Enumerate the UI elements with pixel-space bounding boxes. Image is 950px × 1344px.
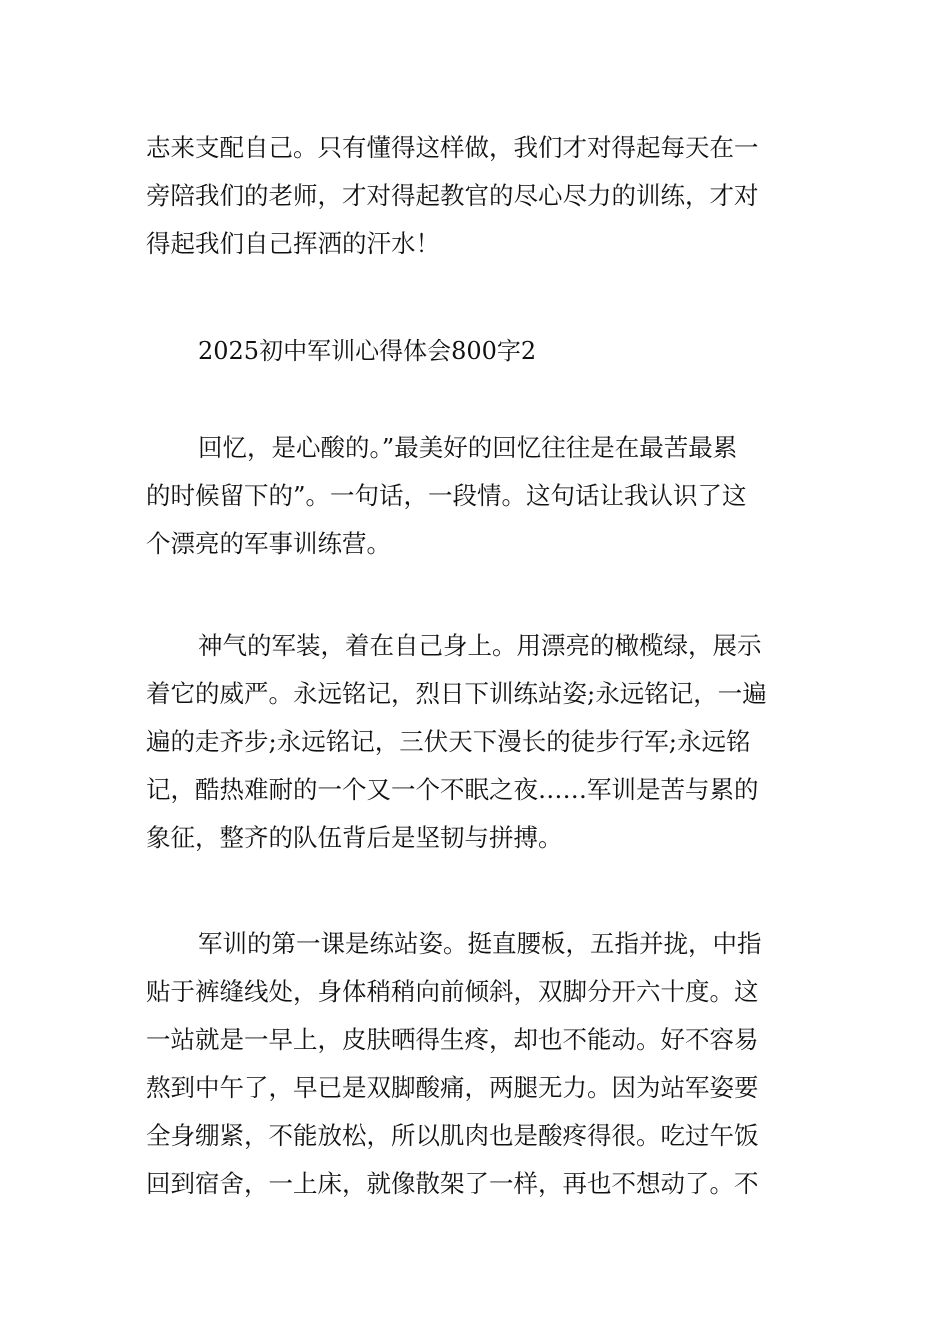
text-line: 回到宿舍，一上床，就像散架了一样，再也不想动了。不 xyxy=(146,1169,759,1198)
text-line: 神气的军装，着在自己身上。用漂亮的橄榄绿，展示 xyxy=(198,631,762,660)
text-line: 象征，整齐的队伍背后是坚韧与拼搏。 xyxy=(146,823,563,852)
paragraph-first-lesson xyxy=(146,920,806,1208)
paragraph-memory xyxy=(146,424,806,568)
text-line: 的时候留下的”。一句话，一段情。这句话让我认识了这 xyxy=(146,481,747,510)
text-line: 个漂亮的军事训练营。 xyxy=(146,529,391,558)
text-line: 军训的第一课是练站姿。挺直腰板，五指并拢，中指 xyxy=(198,929,762,958)
text-line: 得起我们自己挥洒的汗水！ xyxy=(146,229,440,258)
text-line: 着它的威严。永远铭记，烈日下训练站姿;永远铭记，一遍 xyxy=(146,679,767,708)
section-heading: 2025初中军训心得体会800字2 xyxy=(198,337,537,365)
text-line: 熬到中午了，早已是双脚酸痛，两腿无力。因为站军姿要 xyxy=(146,1073,759,1102)
text-line: 贴于裤缝线处，身体稍稍向前倾斜，双脚分开六十度。这 xyxy=(146,977,759,1006)
text-line: 旁陪我们的老师，才对得起教官的尽心尽力的训练，才对 xyxy=(146,181,759,210)
text-line: 一站就是一早上，皮肤晒得生疼，却也不能动。好不容易 xyxy=(146,1025,759,1054)
text-line: 回忆，是心酸的。”最美好的回忆往往是在最苦最累 xyxy=(198,433,738,462)
text-line: 志来支配自己。只有懂得这样做，我们才对得起每天在一 xyxy=(146,133,759,162)
paragraph-uniform xyxy=(146,622,806,862)
paragraph-continuation xyxy=(146,124,806,268)
text-line: 遍的走齐步;永远铭记，三伏天下漫长的徒步行军;永远铭 xyxy=(146,727,751,756)
text-line: 全身绷紧，不能放松，所以肌肉也是酸疼得很。吃过午饭 xyxy=(146,1121,759,1150)
text-line: 记，酷热难耐的一个又一个不眠之夜……军训是苦与累的 xyxy=(146,775,759,804)
